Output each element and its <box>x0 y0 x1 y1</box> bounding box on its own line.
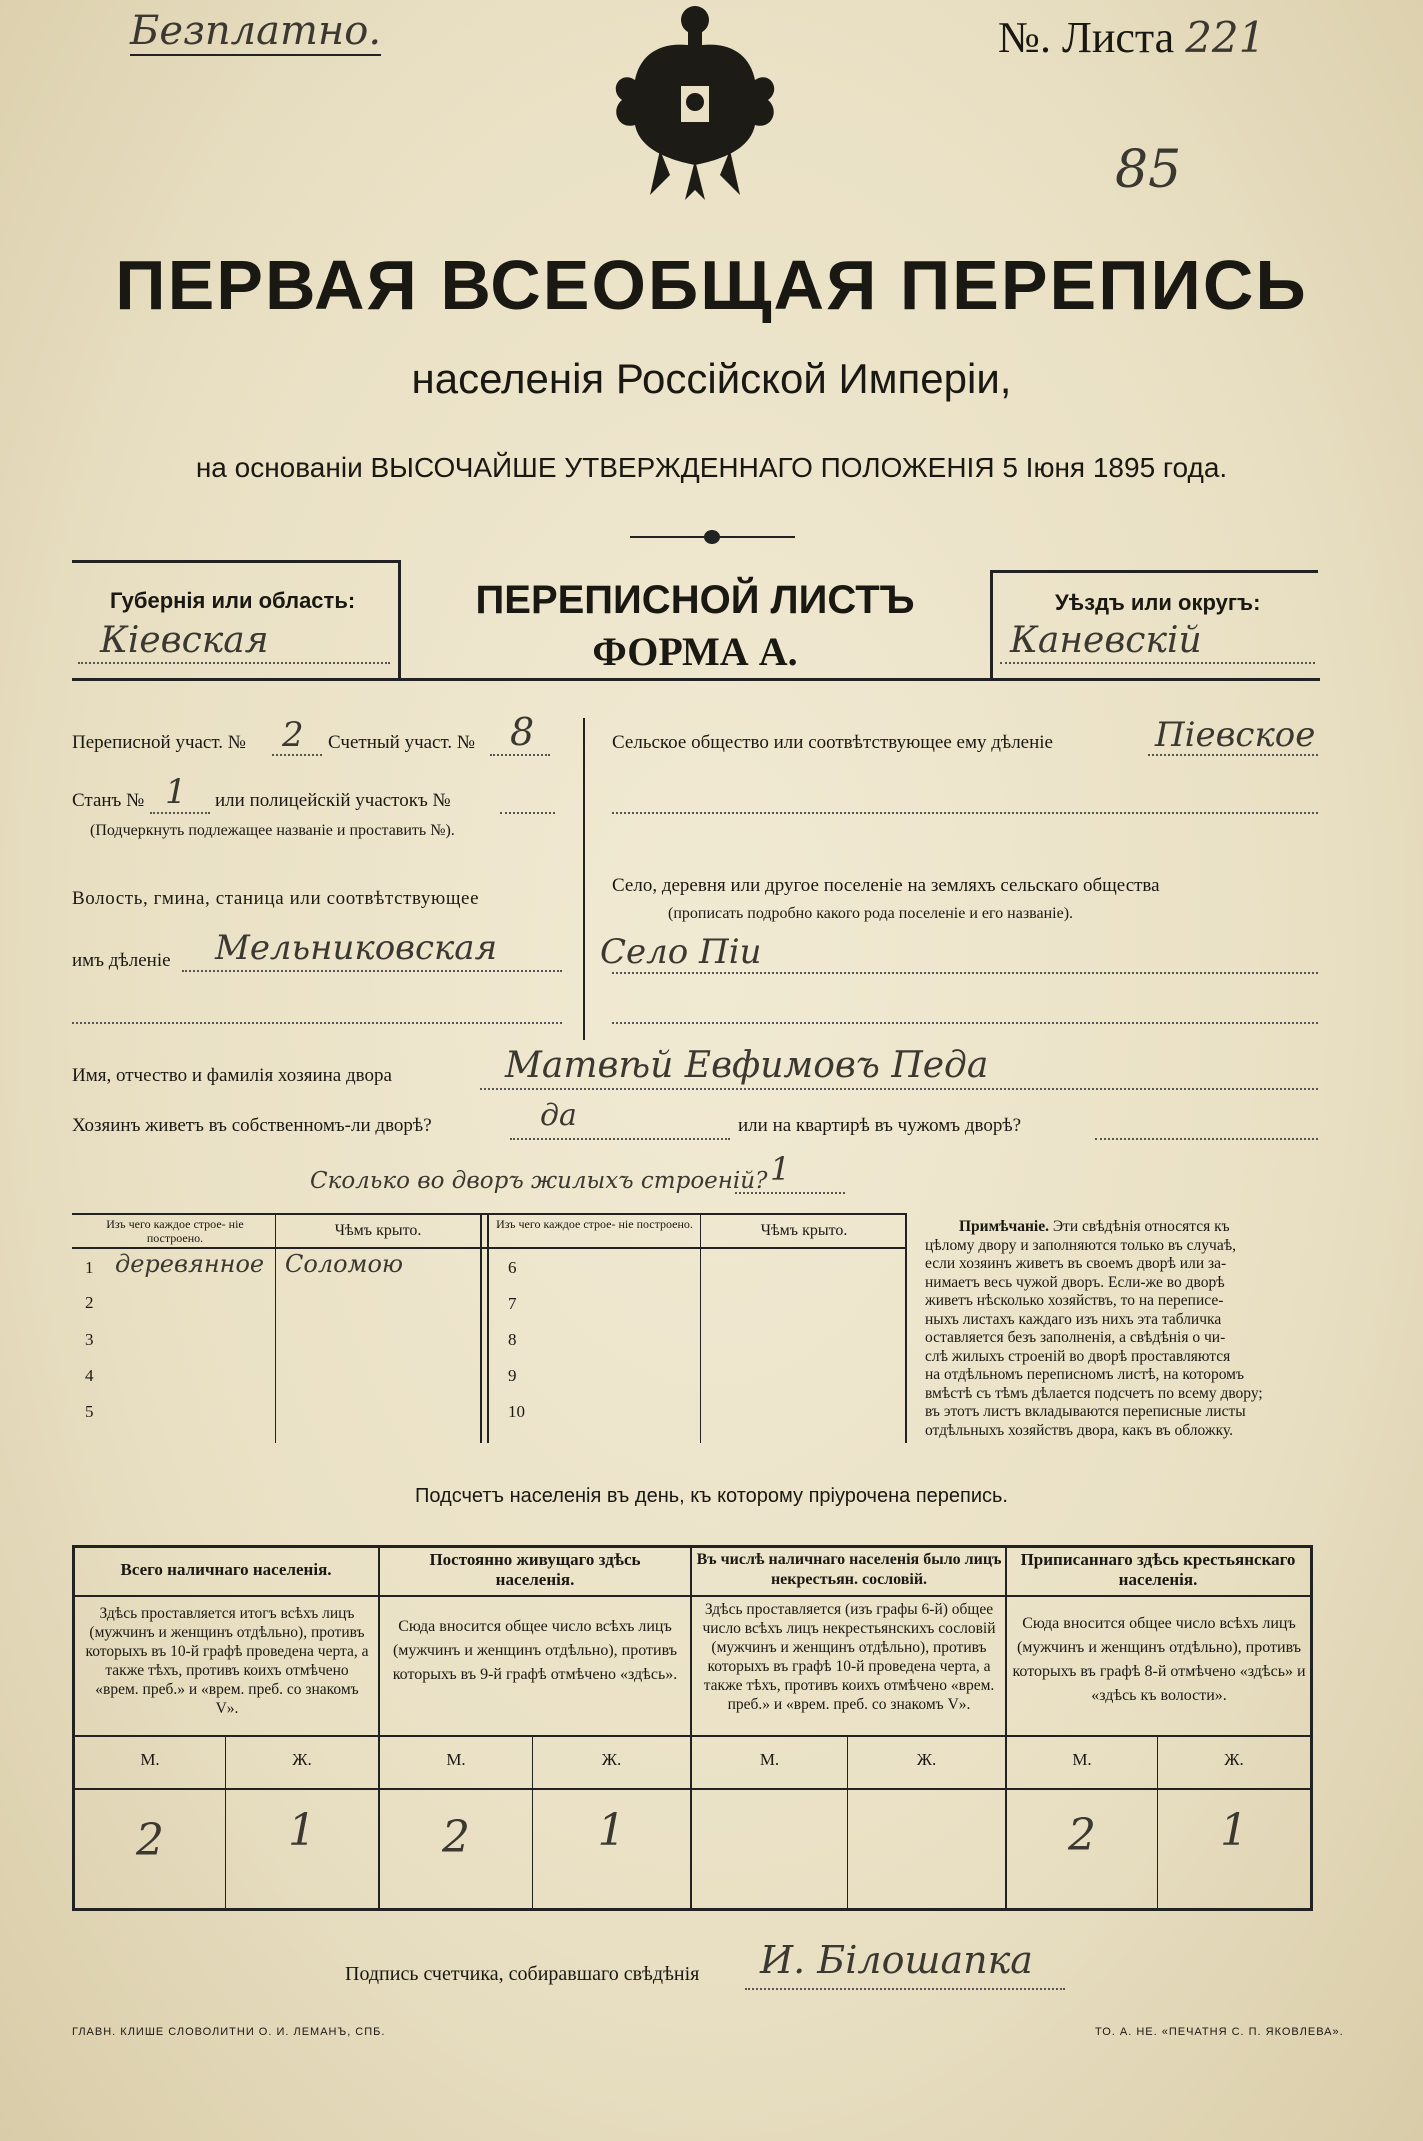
zh-label: Ж. <box>1224 1750 1244 1769</box>
printer-right: ТО. А. НЕ. «ПЕЧАТНЯ С. П. ЯКОВЛЕВА». <box>1095 2026 1344 2038</box>
note-line: слѣ жилыхъ строеній во дворѣ проставляются <box>925 1347 1231 1365</box>
note-line: живетъ нѣсколько хозяйствъ, то на переписе- <box>925 1292 1224 1309</box>
basis-line: на основаніи ВЫСОЧАЙШЕ УТВЕРЖДЕННАГО ПОЛОЖЕНІЯ 5 Іюня 1895 года. <box>195 452 1228 483</box>
double-headed-eagle-emblem <box>600 0 790 220</box>
population-desc-total: Здѣсь проставляется итогъ всѣхъ лицъ (мужчинъ и женщинъ отдѣльно), противъ которыхъ въ 10-й графѣ проведена черта, а также тѣхъ, противъ коихъ отмѣчено «врем. преб.» и «врем. преб. со знакомъ V». <box>85 1605 369 1717</box>
police-district-label: или полицейскій участокъ № <box>215 790 451 811</box>
population-header-nonpeasant: Въ числѣ наличнаго населенія было лицъ некрестьян. сословій. <box>696 1551 1002 1588</box>
uezd-value: Каневскій <box>1010 620 1202 661</box>
m-label: М. <box>1072 1750 1092 1769</box>
note-line: нимаетъ весь чужой дворъ. Если-же во дворѣ <box>925 1273 1225 1291</box>
note-line: оставляется безъ заполненія, а свѣдѣнія о чи- <box>925 1329 1226 1346</box>
uezd-label: Уѣздъ или округъ: <box>1055 590 1261 615</box>
community-label: Сельское общество или соотвѣтствующее ему дѣленіе <box>612 732 1053 753</box>
stan-value: 1 <box>165 772 187 812</box>
page-subtitle: населенія Россійской Имперіи, <box>411 355 1012 402</box>
volost-label-2: имъ дѣленіе <box>72 950 171 971</box>
note-line: отдѣльныхъ хозяйствъ двора, какъ въ обложку. <box>925 1421 1234 1439</box>
row-number: 1 <box>85 1258 94 1277</box>
sheet-number-label: №. Листа <box>998 13 1175 62</box>
note-line: ныхъ листахъ каждаго изъ нихъ эта табличка <box>925 1310 1222 1328</box>
roof-value: Соломою <box>285 1250 404 1278</box>
census-district-label: Переписной участ. № <box>72 732 246 753</box>
total-female-value: 1 <box>288 1805 316 1856</box>
sheet-number-handwritten: 85 <box>1115 140 1182 200</box>
population-desc-registered: Сюда вносится общее число всѣхъ лицъ (мужчинъ и женщинъ отдѣльно), противъ которыхъ въ графѣ 8-й отмѣчено «здѣсь» и «здѣсь къ волости». <box>1012 1615 1306 1704</box>
material-value: деревянное <box>115 1250 265 1278</box>
sheet-number-value: 221 <box>1185 13 1266 62</box>
village-label: Село, деревня или другое поселеніе на земляхъ сельскаго общества <box>612 875 1160 896</box>
volost-value: Мельниковская <box>215 928 498 968</box>
count-district-value: 8 <box>510 710 535 754</box>
note-line: на отдѣльномъ переписномъ листѣ, на которомъ <box>925 1366 1244 1383</box>
buildings-value: 1 <box>770 1150 791 1188</box>
population-header-total: Всего наличнаго населенія. <box>120 1560 332 1579</box>
m-label: М. <box>446 1750 466 1769</box>
registered-female-value: 1 <box>1220 1805 1248 1856</box>
row-number: 4 <box>85 1366 94 1385</box>
row-number: 6 <box>508 1258 517 1277</box>
permanent-female-value: 1 <box>597 1805 626 1856</box>
note-title: Примѣчаніе. <box>959 1218 1049 1235</box>
page-title: ПЕРВАЯ ВСЕОБЩАЯ ПЕРЕПИСЬ <box>115 246 1308 324</box>
volost-label-1: Волость, гмина, станица или соотвѣтствующее <box>72 888 480 909</box>
total-male-value: 2 <box>136 1815 164 1866</box>
census-district-value: 2 <box>282 715 304 755</box>
population-desc-nonpeasant: Здѣсь проставляется (изъ графы 6-й) общее число всѣхъ лицъ некрестьянскихъ сословій (мужчинъ и женщинъ отдѣльно), противъ которыхъ въ графѣ 10-й проведена черта, а также тѣхъ, противъ коихъ отмѣчено «врем. преб.» и «врем. преб. со знакомъ V». <box>702 1601 996 1713</box>
row-number: 2 <box>85 1293 94 1312</box>
zh-label: Ж. <box>601 1750 622 1769</box>
m-label: М. <box>759 1750 780 1769</box>
signature-label: Подпись счетчика, собиравшаго свѣдѣнія <box>345 1963 700 1985</box>
row-number: 5 <box>85 1402 94 1421</box>
row-number: 10 <box>508 1402 525 1421</box>
gubernia-label: Губернія или область: <box>110 588 356 613</box>
village-value: Село Піи <box>600 932 762 972</box>
zh-label: Ж. <box>292 1750 312 1769</box>
gubernia-value: Кіевская <box>100 620 269 661</box>
population-header-registered: Приписаннаго здѣсь крестьянскаго населенія. <box>1020 1550 1296 1589</box>
community-value: Піевское <box>1155 715 1316 755</box>
sheet-number <box>998 12 1265 63</box>
village-note: (прописать подробно какого рода поселеніе и его названіе). <box>668 905 1074 922</box>
owner-label: Имя, отчество и фамилія хозяина двора <box>72 1065 392 1086</box>
own-yard-label: Хозяинъ живетъ въ собственномъ-ли дворѣ? <box>72 1115 432 1136</box>
note-line: Эти свѣдѣнія относятся къ <box>1052 1218 1230 1235</box>
row-number: 8 <box>508 1330 517 1349</box>
roof-header-right: Чѣмъ крыто. <box>760 1222 848 1239</box>
material-header-left: Изъ чего каждое строе- ніе построено. <box>106 1217 244 1245</box>
stan-label: Станъ № <box>72 790 145 811</box>
buildings-label: Сколько во дворъ жилыхъ строеній? <box>310 1168 768 1194</box>
signature-value: И. Білошапка <box>760 1938 1033 1982</box>
form-title: ФОРМА А. <box>592 629 798 674</box>
zh-label: Ж. <box>916 1750 937 1769</box>
note-block <box>925 1218 1320 1440</box>
owner-value: Матвѣй Евфимовъ Педа <box>505 1045 989 1086</box>
printer-left: ГЛАВН. КЛИШЕ СЛОВОЛИТНИ О. И. ЛЕМАНЪ, СПБ. <box>72 2026 386 2038</box>
m-label: М. <box>140 1750 160 1769</box>
population-header-permanent: Постоянно живущаго здѣсь населенія. <box>429 1550 641 1589</box>
note-line: если хозяинъ живетъ въ своемъ дворѣ или за- <box>925 1255 1227 1272</box>
free-label: Безплатно. <box>130 8 382 54</box>
stan-note: (Подчеркнуть подлежащее названіе и проставить №). <box>90 822 455 839</box>
population-title: Подсчетъ населенія въ день, къ которому пріурочена перепись. <box>414 1485 1008 1507</box>
note-line: вмѣстѣ съ тѣмъ дѣлается подсчетъ по всему двору; <box>925 1384 1263 1402</box>
row-number: 7 <box>508 1294 517 1313</box>
count-district-label: Счетный участ. № <box>328 732 475 753</box>
note-line: цѣлому двору и заполняются только въ случаѣ, <box>925 1236 1236 1254</box>
row-number: 9 <box>508 1366 517 1385</box>
registered-male-value: 2 <box>1068 1810 1096 1861</box>
ornament-divider <box>630 530 795 544</box>
own-yard-value: да <box>540 1098 577 1133</box>
permanent-male-value: 2 <box>442 1812 470 1863</box>
material-header-right: Изъ чего каждое строе- ніе построено. <box>496 1217 693 1231</box>
population-desc-permanent: Сюда вносится общее число всѣхъ лицъ (мужчинъ и женщинъ отдѣльно), противъ которыхъ въ 9-й графѣ отмѣчено «здѣсь». <box>392 1618 678 1683</box>
roof-header-left: Чѣмъ крыто. <box>334 1222 422 1239</box>
sheet-title: ПЕРЕПИСНОЙ ЛИСТЪ <box>475 578 915 622</box>
note-line: въ этотъ листъ вкладываются переписные листы <box>925 1403 1246 1420</box>
row-number: 3 <box>85 1330 94 1349</box>
other-yard-label: или на квартирѣ въ чужомъ дворѣ? <box>738 1115 1022 1136</box>
table-row <box>85 1250 485 1290</box>
